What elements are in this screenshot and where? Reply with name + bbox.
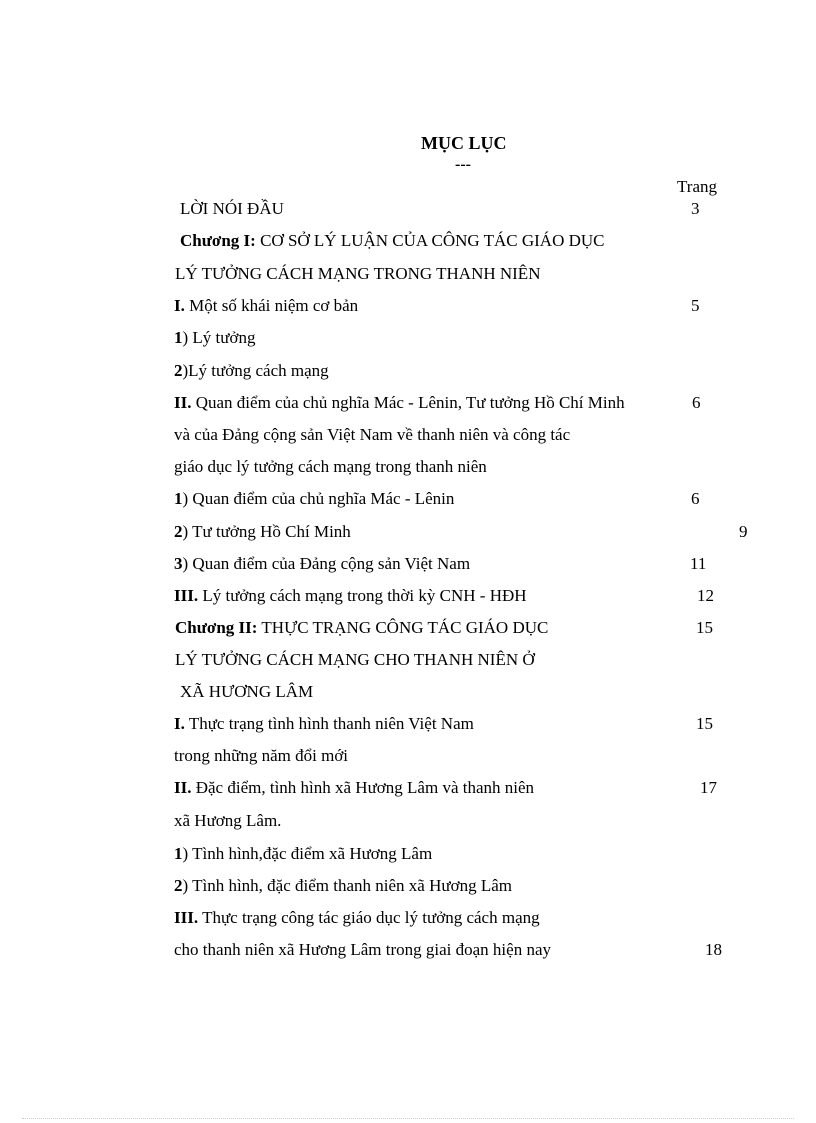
toc-entry-text: Đặc điểm, tình hình xã Hương Lâm và thanh niên xyxy=(195,778,535,797)
toc-entry-c1-II-cont-2: giáo dục lý tưởng cách mạng trong thanh niên xyxy=(174,457,487,476)
entry-number: 1 xyxy=(174,844,183,863)
toc-entry-c2-II[interactable] xyxy=(174,778,534,798)
toc-entry-c2-I[interactable] xyxy=(174,714,474,734)
toc-entry-c1-II-2[interactable] xyxy=(174,522,351,542)
toc-entry-text: LỜI NÓI ĐẦU xyxy=(180,199,284,218)
toc-page-number: 3 xyxy=(691,199,700,218)
toc-entry-c1-I[interactable] xyxy=(174,296,358,316)
toc-page-number: 6 xyxy=(691,489,700,508)
toc-entry-c1-II-3[interactable] xyxy=(174,554,470,574)
toc-entry-text: ) Quan điểm của Đảng cộng sản Việt Nam xyxy=(182,554,471,573)
page-column-header: Trang xyxy=(677,177,717,196)
toc-entry-c1-II-1[interactable] xyxy=(174,489,454,509)
toc-chapter-2-title-cont-1: LÝ TƯỞNG CÁCH MẠNG CHO THANH NIÊN Ở xyxy=(175,650,535,669)
page-bottom-divider xyxy=(22,1118,794,1119)
entry-number: III. xyxy=(174,586,199,605)
toc-entry-c2-II-1[interactable] xyxy=(174,844,432,864)
toc-chapter-2-title-cont-2: XÃ HƯƠNG LÂM xyxy=(180,682,314,701)
toc-entry-text: Lý tưởng cách mạng trong thời kỳ CNH - HĐH xyxy=(202,586,527,605)
toc-entry-text: Quan điểm của chủ nghĩa Mác - Lênin, Tư tưởng Hồ Chí Minh xyxy=(195,393,625,412)
entry-number: 1 xyxy=(174,489,183,508)
toc-page-number: 12 xyxy=(697,586,714,605)
toc-entry-text: Thực trạng tình hình thanh niên Việt Nam xyxy=(188,714,474,733)
chapter-label: Chương II: xyxy=(175,618,258,637)
entry-number: 2 xyxy=(174,876,183,895)
toc-page-number: 15 xyxy=(696,618,713,637)
toc-chapter-1-title-cont: LÝ TƯỞNG CÁCH MẠNG TRONG THANH NIÊN xyxy=(175,264,541,283)
toc-page-number: 17 xyxy=(700,778,717,797)
toc-entry-text: )Lý tưởng cách mạng xyxy=(182,361,329,380)
toc-chapter-1[interactable] xyxy=(180,231,605,251)
title-separator: --- xyxy=(455,156,471,173)
toc-entry-text: ) Tình hình, đặc điểm thanh niên xã Hương Lâm xyxy=(182,876,512,895)
toc-entry-c2-II-2[interactable] xyxy=(174,876,512,896)
chapter-title: CƠ SỞ LÝ LUẬN CỦA CÔNG TÁC GIÁO DỤC xyxy=(260,231,605,250)
toc-page-number: 9 xyxy=(739,522,748,541)
toc-entry-loi-noi-dau[interactable] xyxy=(180,199,284,219)
entry-number: I. xyxy=(174,296,185,315)
toc-page-number: 6 xyxy=(692,393,701,412)
toc-entry-c1-II-cont-1: và của Đảng cộng sản Việt Nam về thanh niên và công tác xyxy=(174,425,571,444)
toc-page-number: 11 xyxy=(690,554,707,573)
toc-entry-c1-I-2[interactable] xyxy=(174,361,329,381)
toc-entry-c1-I-1[interactable] xyxy=(174,328,255,348)
entry-number: II. xyxy=(174,393,192,412)
toc-entry-c2-I-cont: trong những năm đổi mới xyxy=(174,746,349,765)
entry-number: 2 xyxy=(174,522,183,541)
toc-entry-text: Một số khái niệm cơ bản xyxy=(189,296,359,315)
toc-page-number: 18 xyxy=(705,940,722,959)
entry-number: 3 xyxy=(174,554,183,573)
toc-entry-c2-II-cont: xã Hương Lâm. xyxy=(174,811,282,830)
chapter-title: THỰC TRẠNG CÔNG TÁC GIÁO DỤC xyxy=(261,618,549,637)
toc-entry-c2-III[interactable] xyxy=(174,908,540,928)
toc-page-number: 5 xyxy=(691,296,700,315)
toc-page-number: 15 xyxy=(696,714,713,733)
entry-number: 2 xyxy=(174,361,183,380)
toc-entry-c1-III[interactable] xyxy=(174,586,527,606)
entry-number: I. xyxy=(174,714,185,733)
entry-number: II. xyxy=(174,778,192,797)
entry-number: III. xyxy=(174,908,199,927)
toc-entry-text: ) Tư tưởng Hồ Chí Minh xyxy=(182,522,351,541)
entry-number: 1 xyxy=(174,328,183,347)
toc-entry-c2-III-cont: cho thanh niên xã Hương Lâm trong giai đoạn hiện nay xyxy=(174,940,551,959)
toc-entry-text: ) Lý tưởng xyxy=(182,328,256,347)
chapter-label: Chương I: xyxy=(180,231,256,250)
toc-entry-text: Thực trạng công tác giáo dục lý tưởng cách mạng xyxy=(202,908,540,927)
page-title: MỤC LỤC xyxy=(421,133,507,153)
toc-chapter-2[interactable] xyxy=(175,618,548,638)
toc-entry-text: ) Quan điểm của chủ nghĩa Mác - Lênin xyxy=(182,489,455,508)
toc-entry-text: ) Tình hình,đặc điểm xã Hương Lâm xyxy=(182,844,433,863)
toc-entry-c1-II[interactable] xyxy=(174,393,625,413)
